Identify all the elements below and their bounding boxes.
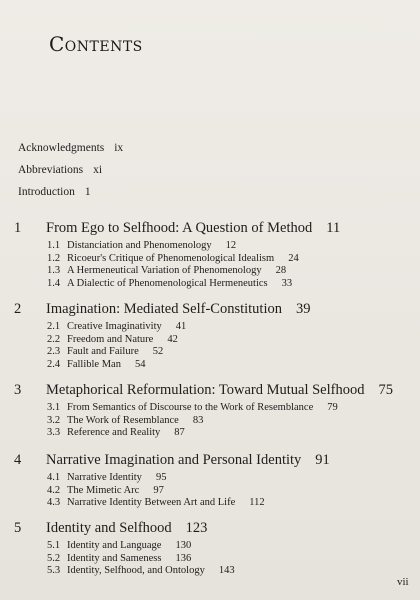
- section-item: [14, 240, 414, 253]
- chapter-number: 2: [14, 301, 22, 317]
- section-number: 4.2: [47, 484, 61, 496]
- chapter-entry: [14, 520, 414, 578]
- section-number: 3.2: [47, 414, 61, 426]
- section-list: [14, 240, 414, 290]
- section-page: 87: [174, 427, 185, 439]
- section-title-line: [67, 359, 145, 370]
- section-number: 5.1: [47, 540, 61, 551]
- chapter-number: 4: [14, 452, 22, 468]
- front-matter-label: Abbreviations: [18, 164, 84, 176]
- section-page: 52: [152, 346, 164, 358]
- section-title: Reference and Reality: [67, 427, 161, 439]
- section-page: 112: [249, 497, 265, 509]
- section-number: 2.1: [47, 321, 61, 332]
- chapter-title: Narrative Imagination and Personal Identity: [46, 452, 302, 468]
- section-title: A Hermeneutical Variation of Phenomenology: [67, 265, 262, 277]
- section-title-line: [67, 334, 178, 345]
- chapter-title-line: [46, 520, 207, 537]
- section-title-line: [67, 253, 299, 264]
- section-page: 79: [327, 402, 338, 413]
- section-page: 54: [134, 358, 146, 370]
- chapter-title-line: [46, 220, 340, 237]
- chapter-title-line: [46, 301, 311, 318]
- chapter-title: From Ego to Selfhood: A Question of Method: [46, 220, 313, 236]
- section-title-line: [67, 240, 236, 251]
- chapter-entry: [14, 382, 414, 440]
- section-page: 41: [175, 321, 187, 332]
- section-number: 1.1: [47, 240, 61, 251]
- section-number: 1.3: [47, 265, 61, 277]
- chapter-entry: [14, 301, 414, 371]
- section-title: Fallible Man: [67, 358, 121, 370]
- section-item: [14, 415, 414, 428]
- section-page: 97: [153, 484, 164, 496]
- section-item: [14, 359, 414, 372]
- section-title: The Work of Resemblance: [67, 414, 179, 426]
- page-title: Contents: [49, 32, 143, 56]
- section-number: 4.3: [47, 497, 61, 509]
- chapter-page: 75: [378, 382, 393, 398]
- section-item: [14, 402, 414, 415]
- section-number: 5.2: [47, 552, 61, 564]
- section-title: Distanciation and Phenomenology: [67, 240, 212, 251]
- front-matter-label: Acknowledgments: [18, 142, 105, 154]
- front-matter-page: ix: [114, 142, 124, 154]
- section-item: [14, 497, 414, 510]
- section-page: 28: [275, 265, 287, 277]
- chapter-number: 3: [14, 382, 22, 398]
- section-title: The Mimetic Arc: [67, 484, 140, 496]
- section-page: 136: [175, 552, 192, 564]
- front-matter-page: xi: [93, 164, 103, 176]
- section-page: 83: [192, 414, 204, 426]
- section-title: Identity and Sameness: [67, 552, 162, 564]
- chapter-title-line: [46, 452, 330, 469]
- section-title: Fault and Failure: [67, 346, 139, 358]
- section-item: [14, 540, 414, 553]
- section-number: 2.3: [47, 346, 61, 358]
- section-page: 42: [167, 333, 178, 345]
- section-title-line: [67, 565, 235, 576]
- chapter-heading: [14, 452, 414, 472]
- section-title: Identity, Selfhood, and Ontology: [67, 565, 205, 577]
- front-matter-item: [18, 142, 123, 154]
- chapter-page: 91: [315, 452, 330, 468]
- section-item: [14, 472, 414, 485]
- front-matter-label: Introduction: [18, 186, 75, 198]
- front-matter-item: [18, 164, 102, 176]
- section-page: 130: [175, 540, 192, 551]
- section-list: [14, 472, 414, 510]
- section-item: [14, 346, 414, 359]
- chapter-entry: [14, 220, 414, 290]
- section-number: 2.2: [47, 333, 61, 345]
- section-title: From Semantics of Discourse to the Work of Resemblance: [67, 402, 314, 413]
- front-matter-page: 1: [84, 186, 91, 198]
- section-number: 1.4: [47, 277, 61, 289]
- section-title-line: [67, 485, 164, 496]
- chapter-title: Imagination: Mediated Self-Constitution: [46, 301, 282, 317]
- chapter-page: 11: [326, 220, 341, 236]
- section-number: 1.2: [47, 252, 61, 264]
- chapter-heading: [14, 520, 414, 540]
- section-item: [14, 553, 414, 566]
- section-item: [14, 321, 414, 334]
- section-number: 3.3: [47, 427, 61, 439]
- chapter-title: Identity and Selfhood: [46, 520, 172, 536]
- section-title-line: [67, 553, 191, 564]
- front-matter-item: [18, 186, 91, 198]
- section-title-line: [67, 402, 338, 413]
- chapter-number: 5: [14, 520, 22, 536]
- section-item: [14, 278, 414, 291]
- section-list: [14, 540, 414, 578]
- section-title: Ricoeur's Critique of Phenomenological Idealism: [67, 252, 275, 264]
- section-title: Narrative Identity Between Art and Life: [67, 497, 236, 509]
- section-number: 2.4: [47, 358, 61, 370]
- section-item: [14, 427, 414, 440]
- section-item: [14, 253, 414, 266]
- section-title-line: [67, 540, 191, 551]
- section-page: 143: [218, 565, 235, 577]
- chapter-entry: [14, 452, 414, 510]
- section-number: 3.1: [47, 402, 61, 413]
- chapter-page: 123: [185, 520, 208, 536]
- section-item: [14, 485, 414, 498]
- section-number: 4.1: [47, 472, 61, 483]
- section-title: Identity and Language: [67, 540, 162, 551]
- page-folio: vii: [397, 576, 409, 588]
- section-page: 24: [288, 252, 299, 264]
- section-page: 95: [155, 472, 167, 483]
- section-page: 12: [225, 240, 237, 251]
- section-title: Narrative Identity: [67, 472, 142, 483]
- section-title-line: [67, 472, 166, 483]
- chapter-heading: [14, 220, 414, 240]
- chapter-title-line: [46, 382, 393, 399]
- chapter-number: 1: [14, 220, 22, 236]
- section-item: [14, 334, 414, 347]
- section-title: Creative Imaginativity: [67, 321, 162, 332]
- section-title-line: [67, 346, 163, 357]
- section-title-line: [67, 265, 286, 276]
- section-page: 33: [281, 277, 293, 289]
- section-title-line: [67, 427, 185, 438]
- section-number: 5.3: [47, 565, 61, 577]
- chapter-title: Metaphorical Reformulation: Toward Mutual Selfhood: [46, 382, 365, 398]
- section-title: A Dialectic of Phenomenological Hermeneutics: [67, 277, 268, 289]
- section-title: Freedom and Nature: [67, 333, 154, 345]
- chapter-heading: [14, 382, 414, 402]
- section-list: [14, 321, 414, 371]
- chapter-heading: [14, 301, 414, 321]
- section-title-line: [67, 415, 203, 426]
- chapter-page: 39: [296, 301, 311, 317]
- section-title-line: [67, 321, 186, 332]
- section-item: [14, 565, 414, 578]
- section-title-line: [67, 497, 265, 508]
- section-title-line: [67, 278, 292, 289]
- section-item: [14, 265, 414, 278]
- section-list: [14, 402, 414, 440]
